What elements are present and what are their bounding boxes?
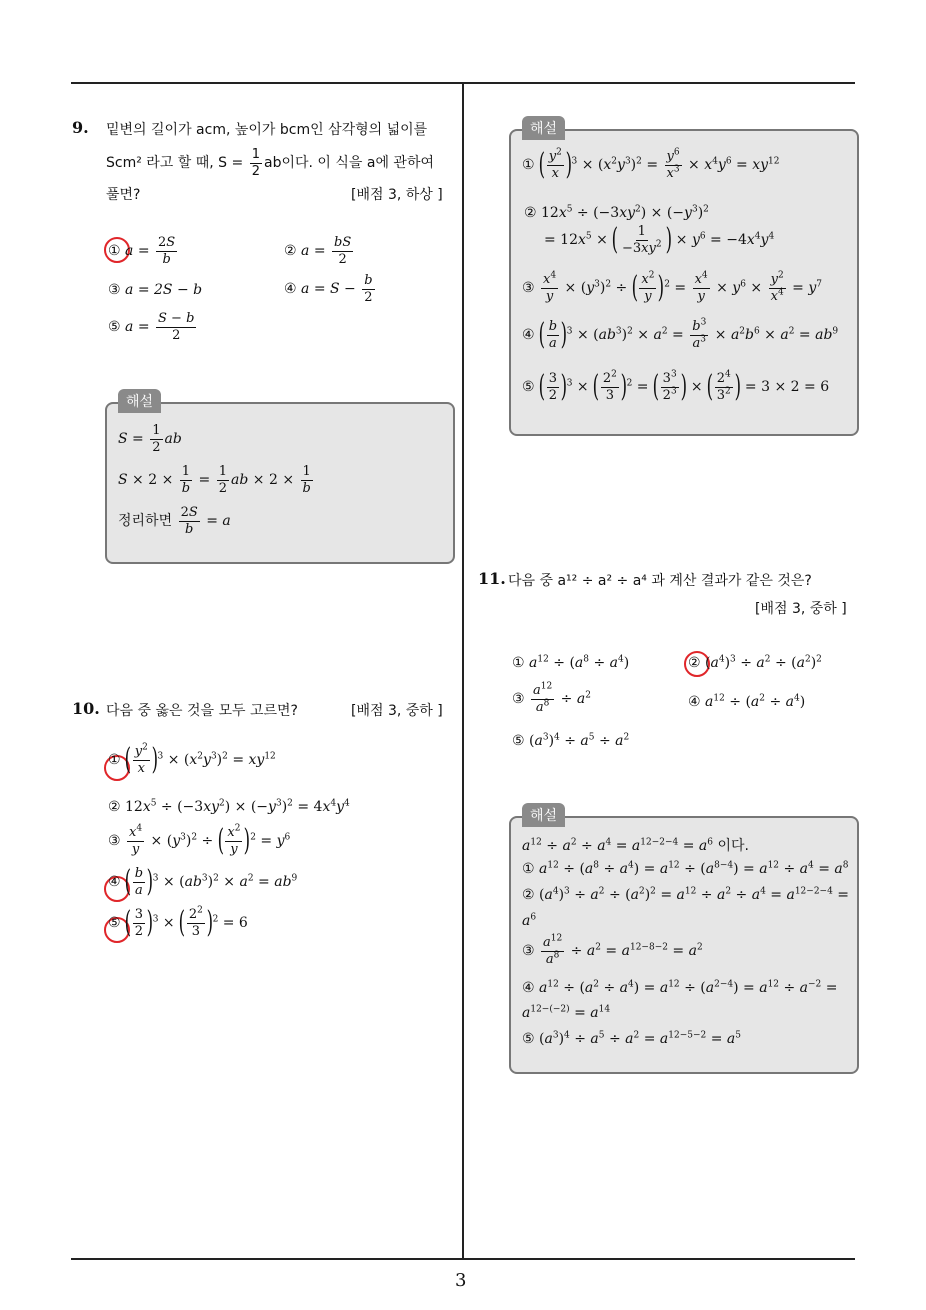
choice-1[interactable]: ① a = $\frac{2S}{b}$ xyxy=(108,235,176,267)
choice-5[interactable]: ⑤ $(a^3)^4 \div a^5 \div a^2$ xyxy=(512,732,630,749)
explanation-line-4b: $a^{12-(-2)} = a^{14}$ xyxy=(522,1004,611,1021)
explanation-line-2: ② $(a^4)^3 \div a^2 \div (a^2)^2 = a^{12} \div a^2 \div a^4 = a^{12-2-4}$ = xyxy=(522,886,850,903)
explanation-tag: 해설 xyxy=(118,389,161,413)
choice-2[interactable]: ② a = $\frac{bS}{2}$ xyxy=(284,235,352,267)
choice-4[interactable]: ④ ( $\frac{b}{a}$ )$^3 \times (ab^3)^2 \times a^2 = ab^9$ xyxy=(108,864,298,900)
explanation-line-3: ③ $\frac{x^4}{y}$ × $(y^3)^2$ ÷ ( $\frac{x^2}{y}$ )$^2$ = $\frac{x^4}{y}$ × $y^6$ × $\frac{y^2}{x^4}$ = $y^7$ xyxy=(522,270,822,306)
explanation-line-4: ④ ( $\frac{b}{a}$ )$^3 \times (ab^3)^2 \times a^2$ = $\frac{b^3}{a^3}$ × $a^2b^6 \times a^2 = ab^9$ xyxy=(522,317,839,353)
question-number: 9. xyxy=(72,118,89,137)
score-label: [배점 3, 중하 ] xyxy=(755,601,847,617)
score-label: [배점 3, 중하 ] xyxy=(351,703,443,719)
choice-3[interactable]: ③ a = 2S − b xyxy=(108,282,203,298)
explanation-tag: 해설 xyxy=(522,116,565,140)
column-divider xyxy=(462,82,464,1260)
explanation-line-3: ③ $\frac{a^{12}}{a^8}$ ÷ $a^2 = a^{12-8-2} = a^2$ xyxy=(522,933,703,967)
explanation-tag: 해설 xyxy=(522,803,565,827)
bottom-rule xyxy=(71,1258,855,1260)
choice-2[interactable]: ② $12x^5 \div (-3xy^2) \times (-y^3)^2 = 4x^4y^4$ xyxy=(108,798,350,815)
explanation-line-5: ⑤ $(a^3)^4 \div a^5 \div a^2 = a^{12-5-2} = a^5$ xyxy=(522,1030,741,1047)
question-text: 다음 중 a¹² ÷ a² ÷ a⁴ 과 계산 결과가 같은 것은? xyxy=(508,573,812,589)
explanation-line-1: ① ( $\frac{y^2}{x}$ )$^3 \times (x^2y^3)^2$ = $\frac{y^6}{x^3}$ × $x^4y^6 = xy^{12}$ xyxy=(522,147,780,183)
explanation-line-5: ⑤ ( $\frac{3}{2}$ )$^3$ × ( $\frac{2^2}{3}$ )$^2$ = ( $\frac{3^3}{2^3}$ ) × ( $\frac{2^4}{3^2}$ ) = 3 × 2 = 6 xyxy=(522,369,830,405)
explanation-line-2b: $a^6$ xyxy=(522,912,537,929)
question-number: 11. xyxy=(478,569,506,588)
question-text-line2: Scm² 라고 할 때, S = $\frac{1}{2}$ ab이다. 이 식을 a에 관하여 xyxy=(106,147,434,179)
score-label: [배점 3, 하상 ] xyxy=(351,187,443,203)
page-number: 3 xyxy=(455,1270,467,1291)
choice-4[interactable]: ④ $a^{12} \div (a^2 \div a^4)$ xyxy=(688,693,806,710)
explanation-line-1: ① $a^{12} \div (a^8 \div a^4) = a^{12} \div (a^{8-4}) = a^{12} \div a^4 = a^8$ xyxy=(522,860,849,877)
explanation-line-2: ② $12x^5 \div (-3xy^2) \times (-y^3)^2$ xyxy=(524,204,709,221)
choice-2[interactable]: ② $(a^4)^3 \div a^2 \div (a^2)^2$ xyxy=(688,654,822,671)
question-text-line3: 풀면? xyxy=(106,187,141,203)
question-text: 밑변의 길이가 acm, 높이가 bcm인 삼각형의 넓이를 xyxy=(106,122,428,138)
choice-1[interactable]: ① $a^{12} \div (a^8 \div a^4)$ xyxy=(512,654,630,671)
question-number: 10. xyxy=(72,699,100,718)
explanation-line-3: 정리하면 $\frac{2S}{b}$ = a xyxy=(118,505,231,537)
explanation-line-4: ④ $a^{12} \div (a^2 \div a^4) = a^{12} \div (a^{2-4}) = a^{12} \div a^{-2}$ = xyxy=(522,979,838,996)
choice-1[interactable]: ① ( $\frac{y^2}{x}$ )$^3 \times (x^2y^3)^2 = xy^{12}$ xyxy=(108,742,276,778)
choice-3[interactable]: ③ $\frac{a^{12}}{a^8}$ ÷ $a^2$ xyxy=(512,681,591,715)
choice-3[interactable]: ③ $\frac{x^4}{y}$ × $(y^3)^2$ ÷ ( $\frac{x^2}{y}$ )$^2 = y^6$ xyxy=(108,823,291,859)
explanation-line-1: S = $\frac{1}{2}$ ab xyxy=(118,423,182,455)
choice-5[interactable]: ⑤ a = $\frac{S - b}{2}$ xyxy=(108,311,195,343)
explanation-line-2: S × 2 × $\frac{1}{b}$ = $\frac{1}{2}$ ab × 2 × $\frac{1}{b}$ xyxy=(118,464,311,496)
explanation-line-0: $a^{12} \div a^2 \div a^4 = a^{12-2-4} = a^6$ 이다. xyxy=(522,837,749,854)
choice-5[interactable]: ⑤ ( $\frac{3}{2}$ )$^3$ × ( $\frac{2^2}{3}$ )$^2$ = 6 xyxy=(108,905,248,941)
choice-4[interactable]: ④ a = S − $\frac{b}{2}$ xyxy=(284,273,373,305)
explanation-line-2b: = $12x^5$ × ( $\frac{1}{-3xy^2}$ ) × $y^6 = -4x^4y^4$ xyxy=(544,222,775,258)
question-text: 다음 중 옳은 것을 모두 고르면? xyxy=(106,703,298,719)
